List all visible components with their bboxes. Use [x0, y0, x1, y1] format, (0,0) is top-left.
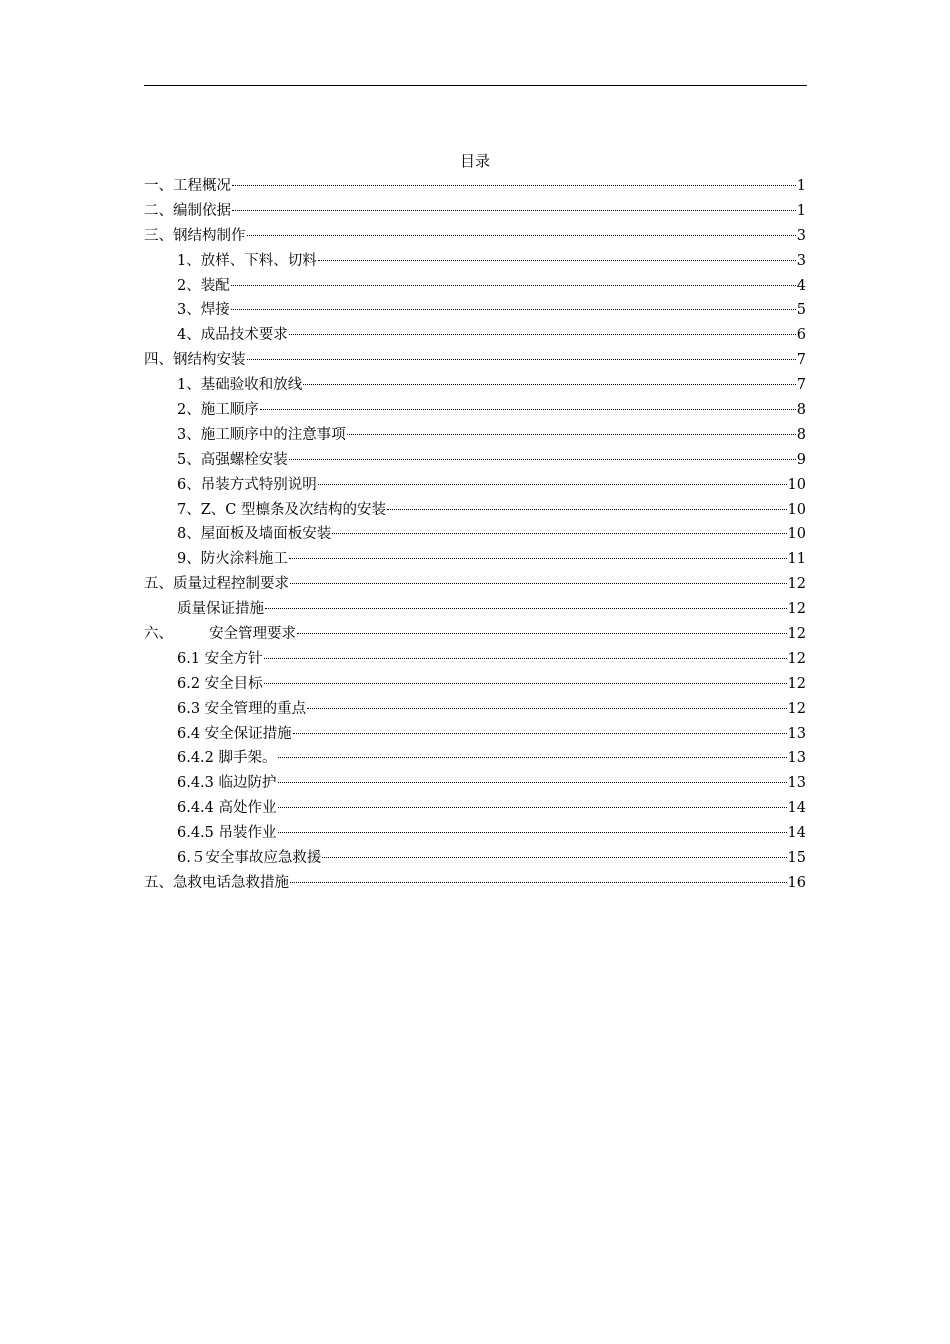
toc-dot-leader — [387, 509, 787, 510]
toc-entry[interactable] — [144, 201, 806, 226]
toc-entry-page-number: 7 — [796, 377, 806, 394]
toc-entry-label-text: 五、质量过程控制要求 — [144, 576, 289, 593]
toc-entry-label-text: 6.５安全事故应急救援 — [177, 850, 322, 867]
toc-dot-leader — [303, 384, 796, 385]
toc-entry-label-text: 6.1 安全方针 — [177, 650, 263, 667]
toc-entry-page-number: 1 — [796, 202, 806, 219]
toc-entry-label — [177, 450, 288, 470]
toc-entry-page-number: 13 — [787, 725, 806, 742]
toc-entry-label-text: 二、编制依据 — [144, 202, 231, 219]
toc-dot-leader — [347, 434, 796, 435]
toc-entry-label — [177, 425, 346, 445]
toc-entry-page-number: 10 — [787, 476, 806, 493]
toc-entry-page-number: 12 — [787, 700, 806, 717]
toc-entry-label-text: 7、Z、C 型檩条及次结构的安装 — [177, 501, 387, 518]
toc-dot-leader — [322, 857, 786, 858]
toc-entry[interactable] — [144, 475, 806, 500]
toc-entry-label — [144, 176, 231, 196]
toc-dot-leader — [265, 608, 787, 609]
toc-entry-label — [177, 400, 259, 420]
toc-entry[interactable] — [144, 375, 806, 400]
toc-entry-page-number: 9 — [796, 451, 806, 468]
toc-entry-page-number: 6 — [796, 327, 806, 344]
toc-entry-page-number: 13 — [787, 775, 806, 792]
toc-entry[interactable] — [144, 773, 806, 798]
toc-entry-label — [177, 375, 302, 395]
toc-entry[interactable] — [144, 524, 806, 549]
toc-entry-page-number: 8 — [796, 426, 806, 443]
toc-entry-label-text: 3、施工顺序中的注意事项 — [177, 426, 346, 443]
toc-dot-leader — [332, 533, 786, 534]
toc-entry-label-text: 四、钢结构安装 — [144, 352, 246, 369]
toc-entry[interactable] — [144, 325, 806, 350]
toc-entry-page-number: 12 — [787, 626, 806, 643]
toc-entry[interactable] — [144, 300, 806, 325]
toc-entry-label — [177, 724, 292, 744]
toc-entry-label-text: 6、吊装方式特别说明 — [177, 476, 317, 493]
toc-entry-page-number: 1 — [796, 178, 806, 194]
toc-entry[interactable] — [144, 599, 806, 624]
toc-entry-label — [177, 300, 230, 320]
toc-entry[interactable] — [144, 549, 806, 574]
toc-entry-label — [144, 201, 231, 221]
header-rule — [144, 85, 807, 86]
toc-entry-label-text: 6.4.4 高处作业 — [177, 800, 277, 817]
toc-entry[interactable] — [144, 674, 806, 699]
toc-entry-page-number: 16 — [787, 874, 806, 891]
toc-entry-page-number: 10 — [787, 526, 806, 543]
toc-entry-label-text: 8、屋面板及墙面板安装 — [177, 526, 332, 543]
toc-entry-page-number: 4 — [796, 277, 806, 294]
toc-entry-page-number: 3 — [796, 227, 806, 244]
toc-entry-page-number: 5 — [796, 302, 806, 319]
toc-dot-leader — [247, 235, 796, 236]
toc-entry[interactable] — [144, 848, 806, 873]
toc-entry-page-number: 10 — [787, 501, 806, 518]
toc-entry[interactable] — [144, 624, 806, 649]
toc-entry-label — [177, 699, 306, 719]
toc-entry-label-text: 9、防火涂料施工 — [177, 551, 288, 568]
toc-entry-page-number: 7 — [796, 352, 806, 369]
toc-entry-label-text: 1、基础验收和放线 — [177, 377, 303, 394]
toc-entry[interactable] — [144, 176, 806, 201]
toc-entry[interactable] — [144, 251, 806, 276]
toc-entry-label-text: 三、钢结构制作 — [144, 227, 246, 244]
toc-entry-label — [144, 624, 296, 644]
toc-entry-label-text: 4、成品技术要求 — [177, 327, 288, 344]
toc-dot-leader — [231, 309, 796, 310]
toc-dot-leader — [289, 334, 796, 335]
toc-entry-label — [177, 276, 230, 296]
toc-entry-page-number: 12 — [787, 650, 806, 667]
toc-entry[interactable] — [144, 748, 806, 773]
toc-dot-leader — [278, 782, 787, 783]
toc-entry[interactable] — [144, 699, 806, 724]
toc-entry[interactable] — [144, 823, 806, 848]
toc-dot-leader — [318, 484, 787, 485]
toc-entry-label — [177, 748, 277, 768]
toc-entry-label-text: 质量保证措施 — [177, 601, 264, 618]
toc-dot-leader — [289, 459, 796, 460]
toc-dot-leader — [278, 757, 787, 758]
toc-entry-label — [144, 226, 246, 246]
toc-dot-leader — [307, 708, 786, 709]
toc-entry-page-number: 12 — [787, 675, 806, 692]
toc-dot-leader — [290, 882, 787, 883]
toc-entry-page-number: 13 — [787, 750, 806, 767]
toc-entry-page-number: 12 — [787, 601, 806, 618]
toc-dot-leader — [260, 409, 796, 410]
toc-dot-leader — [289, 558, 787, 559]
toc-entry-label — [177, 549, 288, 569]
toc-entry-label — [177, 674, 263, 694]
toc-entry-label — [177, 823, 277, 843]
toc-entry-label — [177, 475, 317, 495]
toc-entry[interactable] — [144, 574, 806, 599]
toc-entry[interactable] — [144, 500, 806, 525]
toc-entry-label — [177, 251, 317, 271]
toc-entry-page-number: 15 — [787, 850, 806, 867]
toc-entry-label-text: 6.4.2 脚手架。 — [177, 750, 277, 767]
toc-entry[interactable] — [144, 400, 806, 425]
toc-entry-page-number: 14 — [787, 800, 806, 817]
toc-dot-leader — [247, 359, 796, 360]
toc-dot-leader — [297, 633, 787, 634]
toc-entry[interactable] — [144, 649, 806, 674]
toc-dot-leader — [264, 658, 787, 659]
toc-entry[interactable] — [144, 873, 806, 898]
toc-dot-leader — [232, 185, 796, 186]
toc-entry-label-text: 2、装配 — [177, 277, 230, 294]
toc-entry[interactable] — [144, 724, 806, 749]
toc-entry-label — [177, 649, 263, 669]
toc-entry[interactable] — [144, 450, 806, 475]
toc-entry-page-number: 11 — [787, 551, 806, 568]
toc-entry-page-number: 3 — [796, 252, 806, 269]
toc-entry-label — [177, 798, 277, 818]
toc-entry-label-text: 3、焊接 — [177, 302, 230, 319]
toc-dot-leader — [278, 807, 787, 808]
toc-entry-label-text: 6.4.3 临边防护 — [177, 775, 277, 792]
toc-entry-label-text: 六、 — [144, 626, 173, 643]
toc-entry[interactable] — [144, 226, 806, 251]
toc-title: 目录 — [459, 152, 490, 170]
toc-dot-leader — [264, 683, 787, 684]
table-of-contents — [144, 176, 806, 898]
toc-entry-label-rest: 安全管理要求 — [209, 626, 296, 643]
toc-entry-label — [177, 848, 321, 868]
toc-entry-label-text: 五、急救电话急救措施 — [144, 874, 289, 891]
toc-entry-label — [177, 500, 386, 520]
toc-entry-label — [144, 574, 289, 594]
toc-entry-page-number: 14 — [787, 825, 806, 842]
toc-entry-label-text: 一、工程概况 — [144, 178, 231, 194]
toc-dot-leader — [293, 733, 787, 734]
toc-entry[interactable] — [144, 798, 806, 823]
toc-entry-label — [144, 873, 289, 893]
toc-entry-label-text: 6.4.5 吊装作业 — [177, 825, 277, 842]
toc-entry-label — [177, 599, 264, 619]
toc-entry-page-number: 8 — [796, 402, 806, 419]
toc-entry-label-text: 6.4 安全保证措施 — [177, 725, 292, 742]
toc-dot-leader — [290, 583, 787, 584]
toc-entry[interactable] — [144, 425, 806, 450]
toc-entry-label — [177, 773, 277, 793]
toc-entry-label-text: 6.3 安全管理的重点 — [177, 700, 307, 717]
toc-dot-leader — [318, 260, 796, 261]
toc-dot-leader — [278, 832, 787, 833]
toc-entry[interactable] — [144, 276, 806, 301]
toc-entry-label — [177, 524, 331, 544]
toc-entry-label-text: 5、高强螺栓安装 — [177, 451, 288, 468]
toc-entry-page-number: 12 — [787, 576, 806, 593]
toc-entry-label-text: 2、施工顺序 — [177, 402, 259, 419]
toc-entry[interactable] — [144, 350, 806, 375]
toc-entry-label — [177, 325, 288, 345]
toc-entry-label — [144, 350, 246, 370]
toc-dot-leader — [232, 210, 796, 211]
toc-entry-label-text: 1、放样、下料、切料 — [177, 252, 317, 269]
toc-entry-label-text: 6.2 安全目标 — [177, 675, 263, 692]
toc-dot-leader — [231, 285, 796, 286]
